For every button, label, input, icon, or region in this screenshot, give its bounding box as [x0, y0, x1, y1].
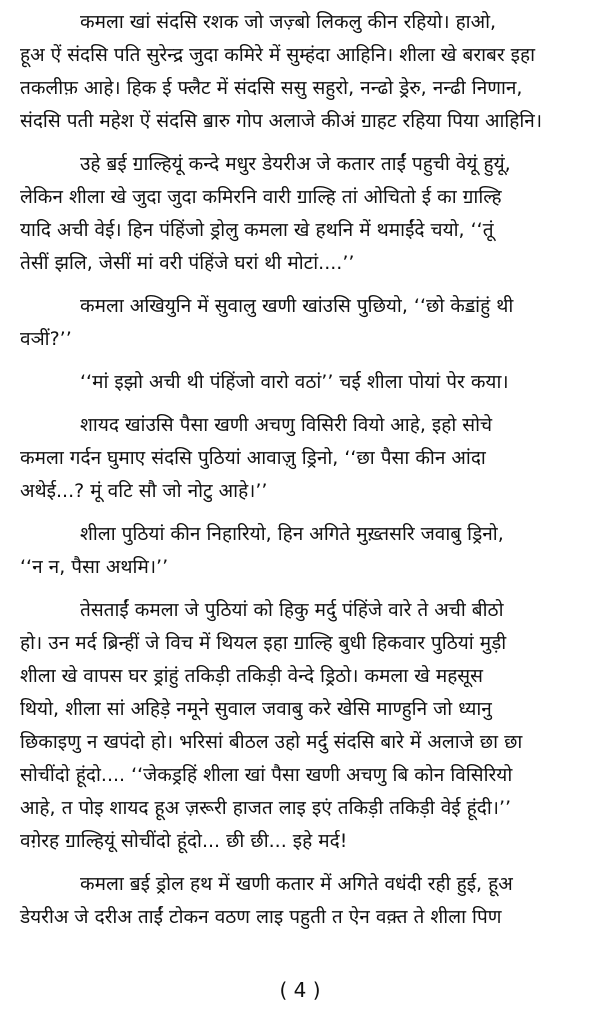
text-line: आहे, त पोइ शायद हूअ ज़रूरी हाजत लाइ इएं तकिड़ी तकिड़ी वेई हूंदी।’’: [20, 797, 512, 819]
paragraph: [20, 518, 586, 584]
text-line: डेयरीअ जे दरीअ ताईं टोकन वठण लाइ पहुती त ऐन वक़्त ते शीला पिण: [20, 906, 502, 928]
text-line: वग़ेरह ॻाल्हियूं सोचींदो हूंदो... छी छी... इहे मर्द!: [20, 830, 348, 852]
paragraph: [20, 6, 586, 138]
text-line: वञीं?’’: [20, 328, 72, 350]
paragraph: [20, 594, 586, 858]
text-line: छिकाइणु न खपंदो हो। भरिसां बीठल उहो मर्दु संदसि बारे में अलाजे छा छा: [20, 731, 523, 753]
paragraph: [20, 366, 586, 399]
text-line: शीला पुठियां कीन निहारियो, हिन अगिते मुख़्तसरि जवाबु ड्रिनो,: [80, 523, 504, 545]
text-line: यादि अची वेई। हिन पंहिंजो ड्रोलु कमला खे हथनि में थमाईंदे चयो, ‘‘तूं: [20, 219, 494, 241]
text-body: [20, 6, 586, 944]
text-line: कमला ॿई ड्रोल हथ में खणी कतार में अगिते वधंदी रही हुई, हूअ: [80, 873, 513, 895]
text-line: हूअ ऐं संदसि पति सुरेन्द्र जुदा कमिरे में सुम्हंदा आहिनि। शीला खे बराबर इहा: [20, 44, 536, 66]
text-line: लेकिन शीला खे जुदा जुदा कमिरनि वारी ॻाल्हि तां ओचितो ई का ॻाल्हि: [20, 186, 502, 208]
text-line: तकलीफ़ आहे। हिक ई फ्लैट में संदसि ससु सहुरो, नन्ढो ड्रेरु, नन्ढी निणान,: [20, 77, 523, 99]
text-line: उहे ॿई ॻाल्हियूं कन्दे मधुर डेयरीअ जे कतार ताईं पहुची वेयूं हुयूं,: [80, 153, 511, 175]
text-line: तेसताईं कमला जे पुठियां को हिकु मर्दु पंहिंजे वारे ते अची बीठो: [80, 599, 504, 621]
text-line: हो। उन मर्द ब्रिन्हीं जे विच में थियल इहा ॻाल्हि बुधी हिकवार पुठियां मुड़ी: [20, 632, 507, 654]
text-line: तेसीं झलि, जेसीं मां वरी पंहिंजे घरां थी मोटां....’’: [20, 252, 355, 274]
text-line: कमला खां संदसि रशक जो जज़्बो लिकलु कीन रहियो। हाओ,: [80, 11, 497, 33]
text-line: अथेई...? मूं वटि सौ जो नोटु आहे।’’: [20, 480, 268, 502]
paragraph: [20, 409, 586, 508]
paragraph: [20, 868, 586, 934]
text-line: सोचींदो हूंदो.... ‘‘जेकड्रहिं शीला खां पैसा खणी अचणु बि कोन विसिरियो: [20, 764, 513, 786]
paragraph: [20, 290, 586, 356]
text-line: कमला अखियुनि में सुवालु खणी खांउसि पुछियो, ‘‘छो केॾांहुं थी: [80, 295, 514, 317]
text-line: ‘‘मां इझो अची थी पंहिंजो वारो वठां’’ चई शीला पोयां पेर कया।: [80, 371, 509, 393]
text-line: शायद खांउसि पैसा खणी अचणु विसिरी वियो आहे, इहो सोचे: [80, 414, 493, 436]
text-line: कमला गर्दन घुमाए संदसि पुठियां आवाज़ु ड्रिनो, ‘‘छा पैसा कीन आंदा: [20, 447, 486, 469]
page-number: ( 4 ): [279, 978, 321, 1002]
text-line: संदसि पती महेश ऐं संदसि ॿारु गोप अलाजे कीअं ॻाहट रहिया पिया आहिनि।: [20, 110, 543, 132]
text-line: शीला खे वापस घर ड्रांहुं तकिड़ी तकिड़ी वेन्दे ड्रिठो। कमला खे महसूस: [20, 665, 483, 687]
text-line: ‘‘न न, पैसा अथमि।’’: [20, 556, 169, 578]
paragraph: [20, 148, 586, 280]
text-line: थियो, शीला सां अहिड़े नमूने सुवाल जवाबु करे खेसि माण्हुनि जो ध्यानु: [20, 698, 492, 720]
